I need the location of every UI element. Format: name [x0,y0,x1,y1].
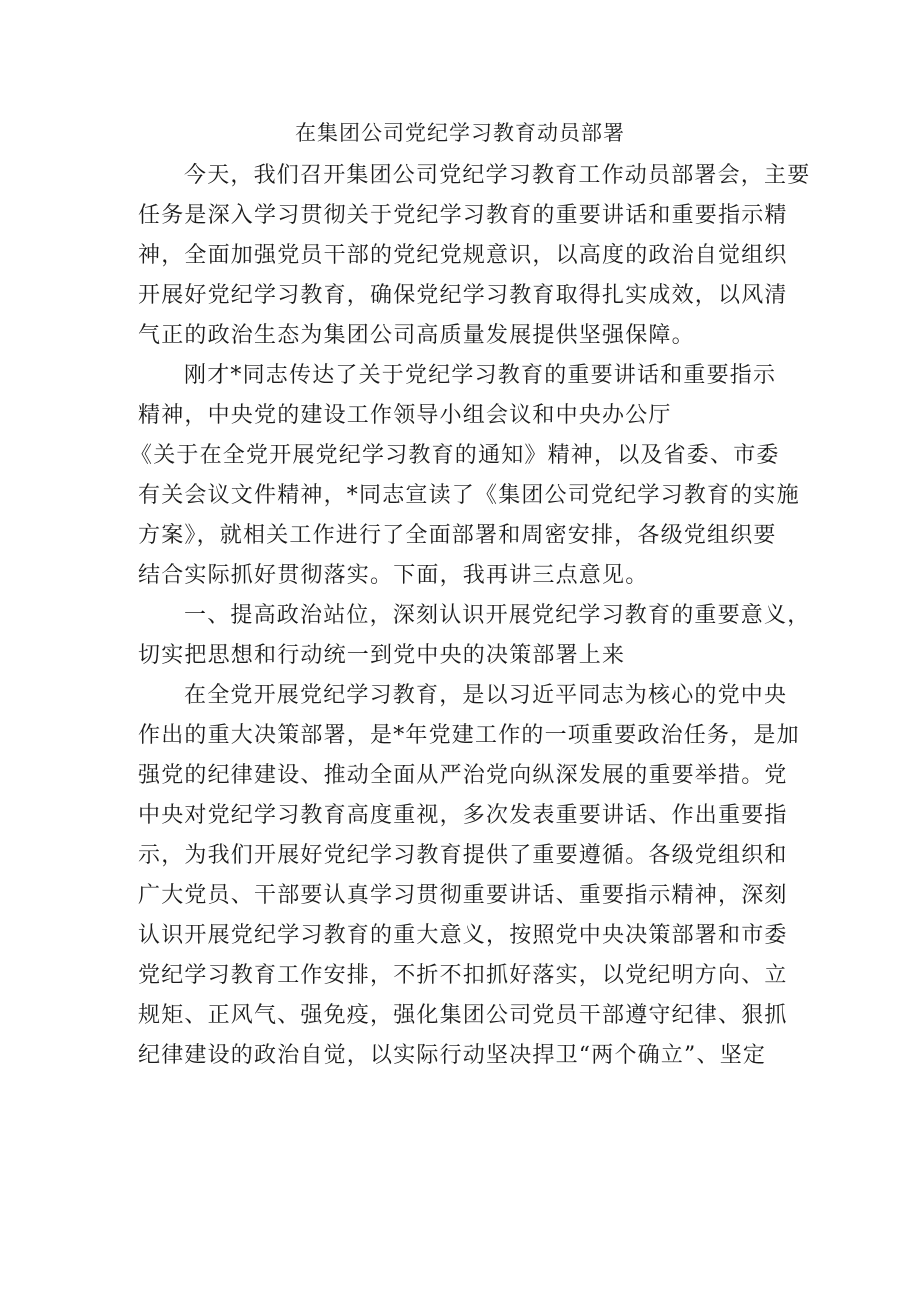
paragraph-line: 刚才*同志传达了关于党纪学习教育的重要讲话和重要指示 [184,363,777,388]
paragraph-line: 认识开展党纪学习教育的重大意义，按照党中央决策部署和市委 [138,923,788,948]
section-heading-line: 一、提高政治站位，深刻认识开展党纪学习教育的重要意义， [184,603,811,628]
paragraph-line: 《关于在全党开展党纪学习教育的通知》精神，以及省委、市委 [130,443,780,468]
paragraph-line: 纪律建设的政治自觉，以实际行动坚决捍卫“两个确立”、坚定 [138,1043,767,1068]
paragraph-line: 精神，中央党的建设工作领导小组会议和中央办公厅 [138,403,672,428]
paragraph-line: 今天，我们召开集团公司党纪学习教育工作动员部署会，主要 [184,163,811,188]
paragraph-line: 广大党员、干部要认真学习贯彻重要讲话、重要指示精神，深刻 [138,883,788,908]
paragraph-line: 在全党开展党纪学习教育，是以习近平同志为核心的党中央 [184,683,788,708]
paragraph-line: 开展好党纪学习教育，确保党纪学习教育取得扎实成效，以风清 [138,283,788,308]
paragraph-line: 规矩、正风气、强免疫，强化集团公司党员干部遵守纪律、狠抓 [138,1003,788,1028]
paragraph-line: 结合实际抓好贯彻落实。下面，我再讲三点意见。 [138,563,649,588]
section-heading-line: 切实把思想和行动统一到党中央的决策部署上来 [138,643,626,668]
paragraph-line: 作出的重大决策部署，是*年党建工作的一项重要政治任务，是加 [138,723,800,748]
document-title: 在集团公司党纪学习教育动员部署 [295,121,625,145]
document-body [130,156,811,1076]
paragraph-line: 党纪学习教育工作安排，不折不扣抓好落实，以党纪明方向、立 [138,963,788,988]
paragraph-line: 强党的纪律建设、推动全面从严治党向纵深发展的重要举措。党 [138,763,788,788]
paragraph-line: 任务是深入学习贯彻关于党纪学习教育的重要讲话和重要指示精 [138,203,788,228]
paragraph-line: 气正的政治生态为集团公司高质量发展提供坚强保障。 [138,323,695,348]
paragraph-line: 神，全面加强党员干部的党纪党规意识，以高度的政治自觉组织 [138,243,788,268]
paragraph-line: 中央对党纪学习教育高度重视，多次发表重要讲话、作出重要指 [138,803,788,828]
paragraph-line: 示，为我们开展好党纪学习教育提供了重要遵循。各级党组织和 [138,843,788,868]
paragraph-line: 方案》，就相关工作进行了全面部署和周密安排，各级党组织要 [138,523,777,548]
paragraph-line: 有关会议文件精神，*同志宣读了《集团公司党纪学习教育的实施 [138,483,800,508]
